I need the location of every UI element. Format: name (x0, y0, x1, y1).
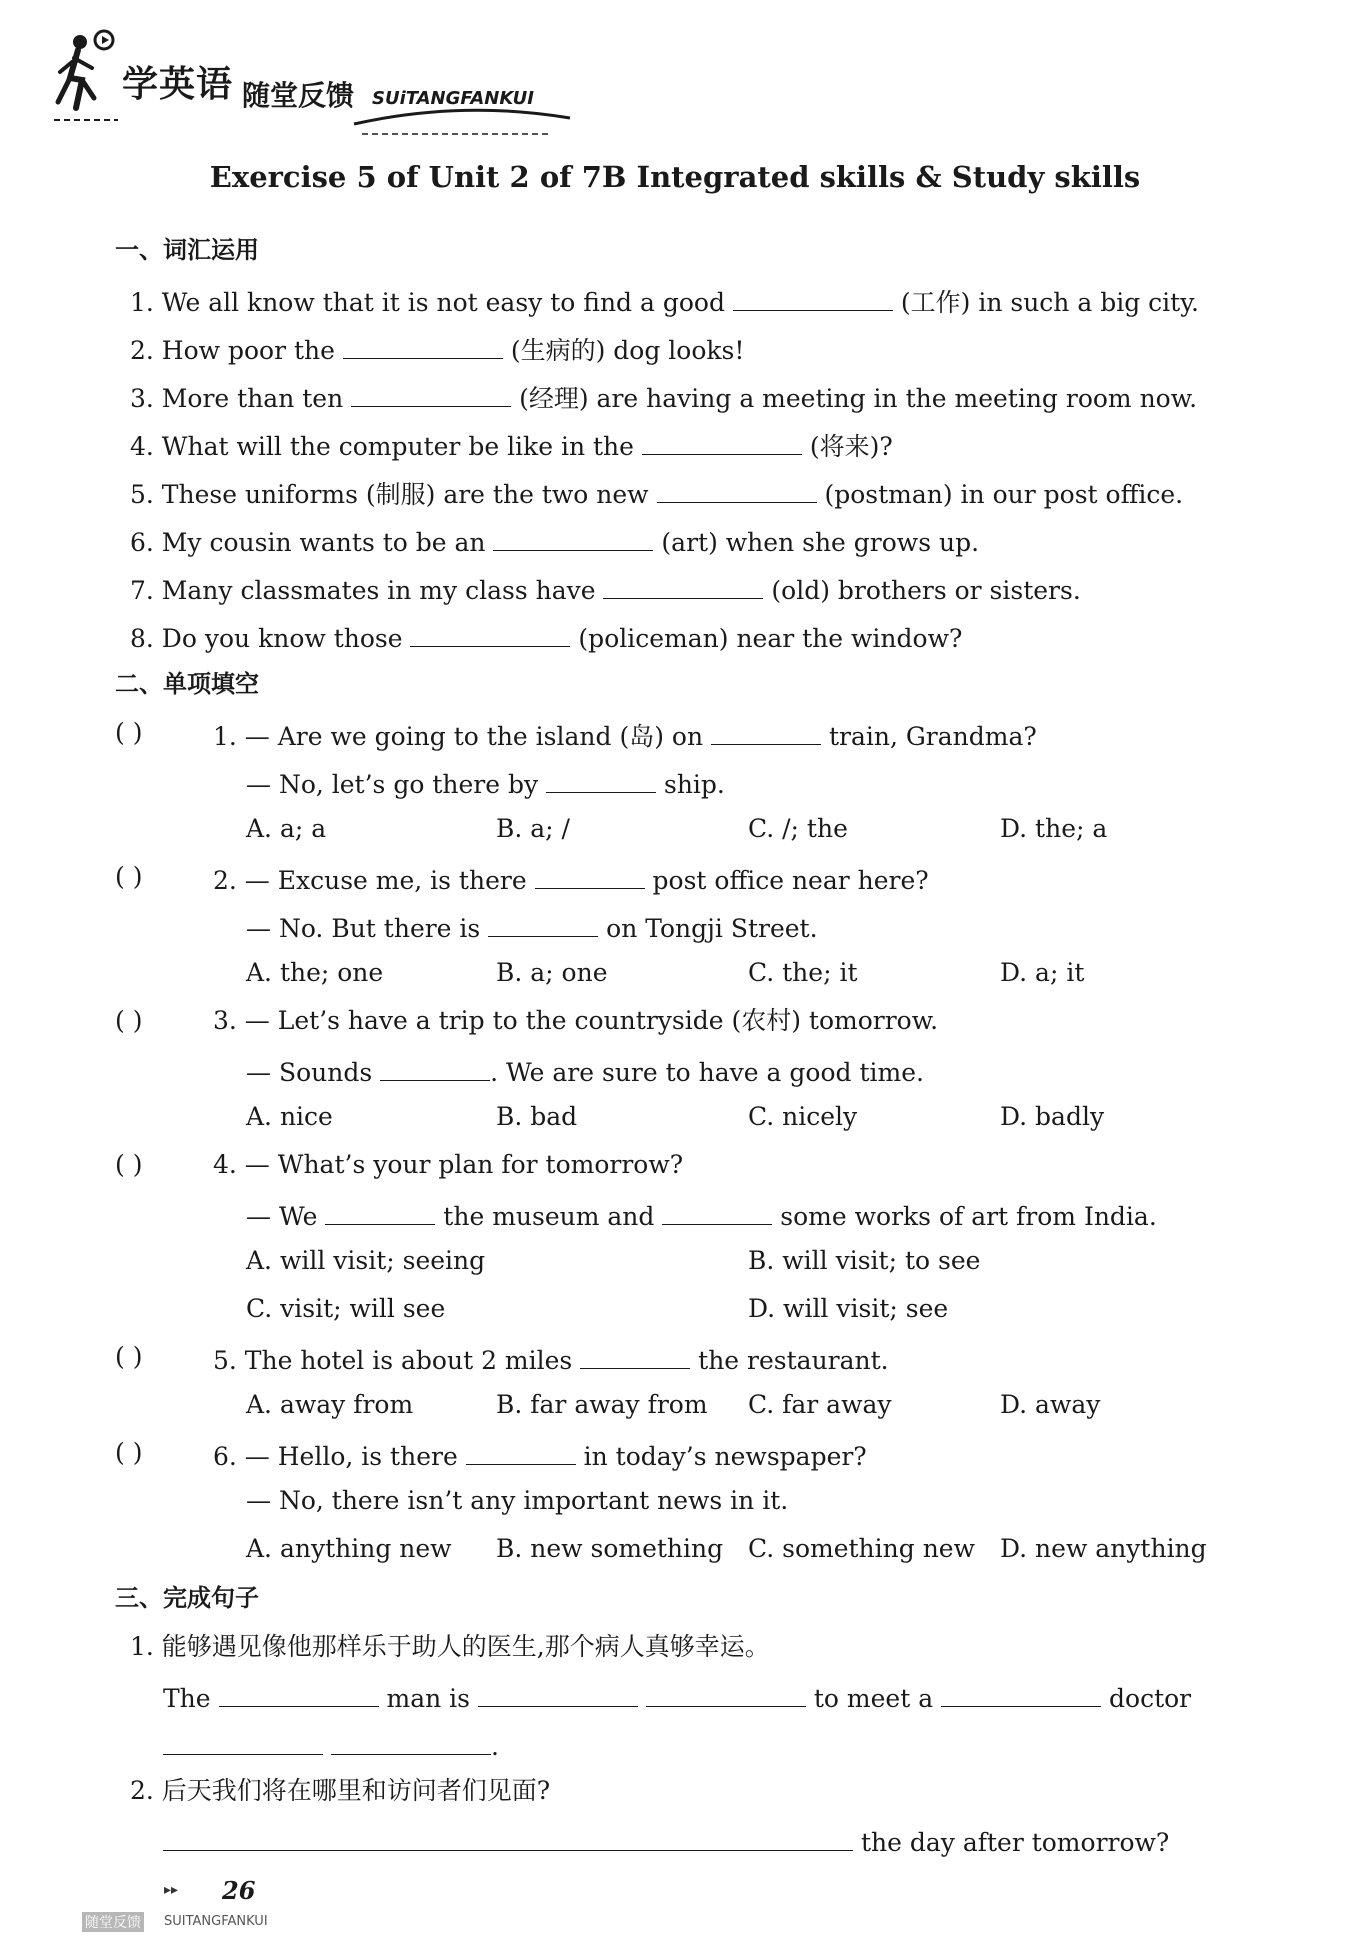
vocab-item-4-blank[interactable] (642, 430, 802, 455)
footer-arrows-icon: ▸▸ (164, 1882, 179, 1898)
mcq-1-option-b[interactable]: B. a; / (496, 814, 570, 843)
vocab-item-4 (130, 430, 893, 459)
mcq-3-reply-tail: . We are sure to have a good time. (490, 1058, 924, 1087)
translate-1-blank-1[interactable] (219, 1682, 379, 1707)
mcq-4-reply-tail: some works of art from India. (772, 1202, 1157, 1231)
mcq-4-blank-1[interactable] (325, 1200, 435, 1225)
mcq-6-option-c[interactable]: C. something new (748, 1534, 976, 1563)
vocab-item-6-blank[interactable] (493, 526, 653, 551)
mcq-6-q-tail: in today’s newspaper? (575, 1442, 867, 1471)
vocab-item-1-tail: (工作) in such a big city. (892, 288, 1199, 317)
translate-1-answer (163, 1682, 1191, 1711)
header-brand-cn: 学英语 (122, 64, 234, 105)
translate-1-word-man: man (386, 1684, 442, 1713)
vocab-item-1 (130, 286, 1199, 315)
translate-1-blank-3[interactable] (646, 1682, 806, 1707)
vocab-item-7-text: 7. Many classmates in my class have (130, 576, 604, 605)
translate-1-blank-4[interactable] (941, 1682, 1101, 1707)
mcq-1-blank-1[interactable] (711, 720, 821, 745)
mcq-5-option-b[interactable]: B. far away from (496, 1390, 708, 1419)
vocab-item-5-text: 5. These uniforms (制服) are the two new (130, 480, 657, 509)
mcq-4-option-c[interactable]: C. visit; will see (246, 1294, 446, 1323)
section3-heading: 三、完成句子 (115, 1584, 259, 1612)
mcq-1-question (213, 720, 1037, 749)
vocab-item-5-blank[interactable] (657, 478, 817, 503)
mcq-6-q-text: 6. — Hello, is there (213, 1442, 466, 1471)
translate-1-word-a: a (918, 1684, 934, 1713)
header-brand-en: SUiTANGFANKUI (372, 88, 534, 109)
mcq-6-option-b[interactable]: B. new something (496, 1534, 724, 1563)
footer-brand-cn: 随堂反馈 (82, 1912, 144, 1932)
mcq-4-blank-2[interactable] (662, 1200, 772, 1225)
vocab-item-1-blank[interactable] (733, 286, 893, 311)
vocab-item-8 (130, 622, 962, 651)
vocab-item-3 (130, 382, 1197, 411)
translate-1-word-doctor: doctor (1109, 1684, 1192, 1713)
mcq-3-blank-1[interactable] (380, 1056, 490, 1081)
mcq-1-bracket[interactable]: ( ) (115, 718, 143, 747)
translate-1-blank-2[interactable] (478, 1682, 638, 1707)
mcq-4-option-a[interactable]: A. will visit; seeing (246, 1246, 486, 1275)
vocab-item-8-blank[interactable] (410, 622, 570, 647)
vocab-item-6-tail: (art) when she grows up. (653, 528, 980, 557)
mcq-2-q-text: 2. — Excuse me, is there (213, 866, 535, 895)
mcq-5-blank-1[interactable] (580, 1344, 690, 1369)
translate-2-tail: the day after tomorrow? (853, 1828, 1170, 1857)
page-title: Exercise 5 of Unit 2 of 7B Integrated skills & Study skills (209, 160, 1141, 194)
mcq-1-reply-text: — No, let’s go there by (246, 770, 547, 799)
translate-2-answer (163, 1826, 1169, 1855)
vocab-item-4-text: 4. What will the computer be like in the (130, 432, 642, 461)
vocab-item-8-text: 8. Do you know those (130, 624, 411, 653)
vocab-item-2-text: 2. How poor the (130, 336, 343, 365)
mcq-1-q-tail: train, Grandma? (821, 722, 1037, 751)
mcq-2-option-a[interactable]: A. the; one (246, 958, 384, 987)
translate-1-answer-cont (163, 1730, 499, 1759)
mcq-5-option-a[interactable]: A. away from (246, 1390, 414, 1419)
mcq-3-option-b[interactable]: B. bad (496, 1102, 578, 1131)
mcq-6-bracket[interactable]: ( ) (115, 1438, 143, 1467)
mcq-1-reply-tail: ship. (656, 770, 725, 799)
mcq-3-reply (246, 1056, 924, 1085)
mcq-1-option-c[interactable]: C. /; the (748, 814, 848, 843)
mcq-3-question: 3. — Let’s have a trip to the countryside (农村) tomorrow. (213, 1006, 939, 1035)
vocab-item-8-tail: (policeman) near the window? (570, 624, 963, 653)
mcq-2-reply-tail: on Tongji Street. (598, 914, 818, 943)
mcq-5-option-c[interactable]: C. far away (748, 1390, 892, 1419)
page-number: 26 (222, 1876, 256, 1905)
mcq-3-reply-text: — Sounds (246, 1058, 381, 1087)
vocab-item-2-tail: (生病的) dog looks! (502, 336, 745, 365)
mcq-3-option-c[interactable]: C. nicely (748, 1102, 858, 1131)
vocab-item-6-text: 6. My cousin wants to be an (130, 528, 494, 557)
vocab-item-1-text: 1. We all know that it is not easy to find a good (130, 288, 733, 317)
header (52, 28, 612, 138)
mcq-2-option-b[interactable]: B. a; one (496, 958, 608, 987)
translate-2-prompt: 2. 后天我们将在哪里和访问者们见面? (130, 1776, 551, 1805)
translate-1-period: . (490, 1732, 499, 1761)
mcq-2-bracket[interactable]: ( ) (115, 862, 143, 891)
mcq-2-blank-2[interactable] (488, 912, 598, 937)
footer-brand-en: SUITANGFANKUI (164, 1914, 268, 1929)
mcq-5-q-text: 5. The hotel is about 2 miles (213, 1346, 581, 1375)
mcq-6-question (213, 1440, 867, 1469)
vocab-item-3-tail: (经理) are having a meeting in the meeting room now. (511, 384, 1198, 413)
mcq-1-reply (246, 768, 725, 797)
mcq-3-option-d[interactable]: D. badly (1000, 1102, 1105, 1131)
mcq-6-blank-1[interactable] (466, 1440, 576, 1465)
mcq-4-question: 4. — What’s your plan for tomorrow? (213, 1150, 684, 1179)
footer (82, 1876, 342, 1931)
header-brand-cn2: 随堂反馈 (242, 79, 355, 112)
translate-1-blank-6[interactable] (331, 1730, 491, 1755)
translate-1-word-the: The (163, 1684, 211, 1713)
vocab-item-7 (130, 574, 1081, 603)
mcq-1-blank-2[interactable] (546, 768, 656, 793)
translate-1-word-is: is (449, 1684, 470, 1713)
translate-1-blank-5[interactable] (163, 1730, 323, 1755)
mcq-1-option-d[interactable]: D. the; a (1000, 814, 1108, 843)
translate-2-blank[interactable] (163, 1826, 853, 1851)
translate-1-prompt: 1. 能够遇见像他那样乐于助人的医生,那个病人真够幸运。 (130, 1632, 770, 1661)
mcq-2-reply-text: — No. But there is (246, 914, 489, 943)
mcq-2-question (213, 864, 929, 893)
mcq-2-option-c[interactable]: C. the; it (748, 958, 858, 987)
mcq-4-reply-mid: the museum and (435, 1202, 663, 1231)
vocab-item-2-blank[interactable] (343, 334, 503, 359)
section2-heading: 二、单项填空 (115, 670, 259, 698)
mcq-1-q-text: 1. — Are we going to the island (岛) on (213, 722, 711, 751)
vocab-item-7-blank[interactable] (603, 574, 763, 599)
vocab-item-6 (130, 526, 979, 555)
vocab-item-5-tail: (postman) in our post office. (816, 480, 1184, 509)
mcq-6-option-a[interactable]: A. anything new (246, 1534, 452, 1563)
header-swoosh-icon (352, 104, 572, 144)
mcq-3-option-a[interactable]: A. nice (246, 1102, 333, 1131)
vocab-item-3-text: 3. More than ten (130, 384, 352, 413)
mcq-2-q-tail: post office near here? (644, 866, 929, 895)
mcq-6-reply: — No, there isn’t any important news in it. (246, 1486, 789, 1515)
mcq-5-q-tail: the restaurant. (690, 1346, 889, 1375)
mcq-4-option-b[interactable]: B. will visit; to see (748, 1246, 981, 1275)
mcq-1-option-a[interactable]: A. a; a (246, 814, 327, 843)
mcq-4-reply (246, 1200, 1157, 1229)
mcq-5-option-d[interactable]: D. away (1000, 1390, 1101, 1419)
vocab-item-2 (130, 334, 744, 363)
mcq-4-option-d[interactable]: D. will visit; see (748, 1294, 949, 1323)
mcq-6-option-d[interactable]: D. new anything (1000, 1534, 1207, 1563)
mcq-2-reply (246, 912, 818, 941)
vocab-item-3-blank[interactable] (351, 382, 511, 407)
mcq-2-blank-1[interactable] (535, 864, 645, 889)
section1-heading: 一、词汇运用 (115, 236, 259, 264)
mcq-5-question (213, 1344, 889, 1373)
vocab-item-7-tail: (old) brothers or sisters. (763, 576, 1081, 605)
mcq-4-reply-text: — We (246, 1202, 326, 1231)
mcq-3-bracket[interactable]: ( ) (115, 1006, 143, 1035)
translate-1-word-meet: meet (846, 1684, 911, 1713)
mcq-4-bracket[interactable]: ( ) (115, 1150, 143, 1179)
vocab-item-5 (130, 478, 1183, 507)
vocab-item-4-tail: (将来)? (801, 432, 893, 461)
mcq-2-option-d[interactable]: D. a; it (1000, 958, 1085, 987)
translate-1-word-to: to (813, 1684, 839, 1713)
runner-logo-icon (52, 28, 122, 128)
mcq-5-bracket[interactable]: ( ) (115, 1342, 143, 1371)
